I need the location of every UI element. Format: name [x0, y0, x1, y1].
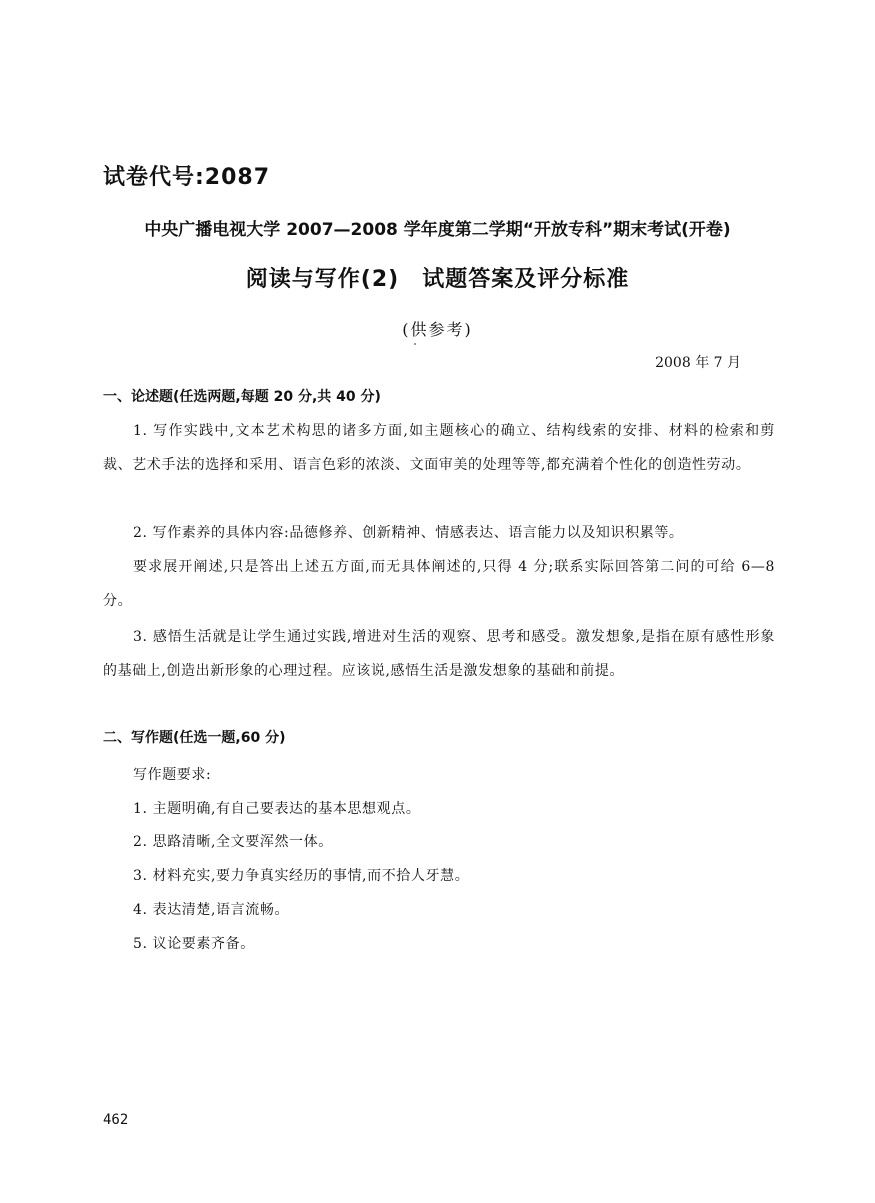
exam-date: 2008 年 7 月	[655, 355, 741, 371]
subtitle: (供参考)	[402, 320, 473, 339]
requirement-item: 3. 材料充实,要力争真实经历的事情,而不拾人牙慧。	[133, 868, 470, 884]
exam-title: 中央广播电视大学 2007—2008 学年度第二学期“开放专科”期末考试(开卷)	[144, 220, 731, 240]
section-1-title: 一、论述题(任选两题,每题 20 分,共 40 分)	[103, 389, 381, 405]
requirement-item: 2. 思路清晰,全文要浑然一体。	[133, 834, 333, 850]
page-number: 462	[103, 1112, 129, 1128]
answer-paragraph-1: 1. 写作实践中,文本艺术构思的诸多方面,如主题核心的确立、结构线索的安排、材料的检索和剪裁、艺术手法的选择和采用、语言色彩的浓淡、文面审美的处理等等,都充满着个性化的创造性劳动。	[103, 423, 775, 473]
scoring-note: 要求展开阐述,只是答出上述五方面,而无具体阐述的,只得 4 分;联系实际回答第二问的可给 6—8 分。	[103, 559, 775, 609]
document-title: 阅读与写作(2) 试题答案及评分标准	[245, 267, 630, 292]
exam-code: 试卷代号:2087	[103, 165, 271, 190]
answer-paragraph-2: 2. 写作素养的具体内容:品德修养、创新精神、情感表达、语言能力以及知识积累等。	[133, 525, 684, 541]
answer-paragraph-3: 3. 感悟生活就是让学生通过实践,增进对生活的观察、思考和感受。激发想象,是指在原有感性形象的基础上,创造出新形象的心理过程。应该说,感悟生活是激发想象的基础和前提。	[103, 629, 775, 679]
requirement-item: 4. 表达清楚,语言流畅。	[133, 902, 290, 918]
section-2-title: 二、写作题(任选一题,60 分)	[103, 730, 286, 746]
scan-speck	[414, 343, 416, 345]
writing-requirements-intro: 写作题要求:	[133, 767, 212, 783]
requirement-item: 5. 议论要素齐备。	[133, 936, 255, 952]
requirement-item: 1. 主题明确,有自己要表达的基本思想观点。	[133, 801, 421, 817]
